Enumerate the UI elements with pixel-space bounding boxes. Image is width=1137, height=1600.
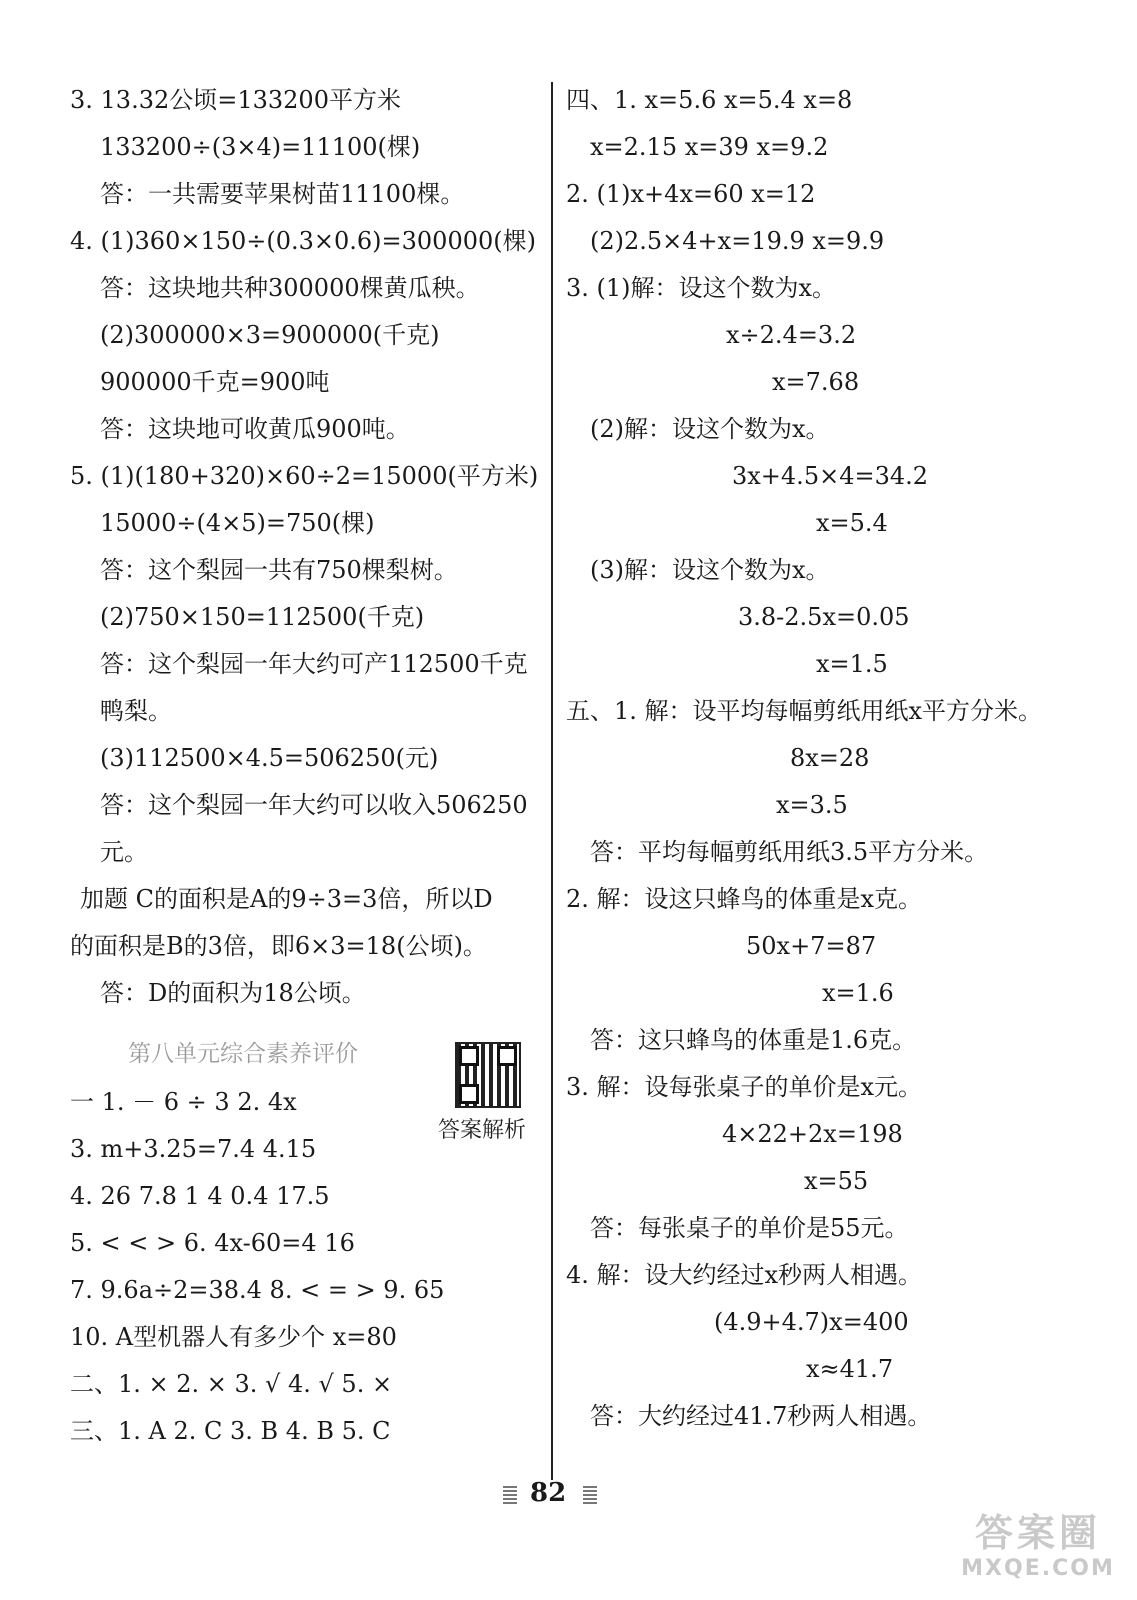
answer-line: 5. (1)(180+320)×60÷2=15000(平方米) [70,462,539,490]
answer-line: 50x+7=87 [746,932,877,960]
answer-line: 一 1. － 6 ÷ 3 2. 4x [70,1088,297,1116]
answer-line: 加题 C的面积是A的9÷3=3倍，所以D [80,885,493,913]
answer-line: 900000千克=900吨 [100,368,330,396]
answer-line: x=1.5 [816,650,888,678]
answer-line: 5. < < > 6. 4x-60=4 16 [70,1229,355,1257]
answer-line: 三、1. A 2. C 3. B 4. B 5. C [70,1417,391,1445]
answer-line: x≈41.7 [806,1355,894,1383]
answer-line: x=55 [804,1167,869,1195]
answer-line: 3. m+3.25=7.4 4.15 [70,1135,317,1163]
answer-line: 4. 26 7.8 1 4 0.4 17.5 [70,1182,330,1210]
answer-line: 答：这个梨园一共有750棵梨树。 [100,556,458,584]
answer-line: 8x=28 [790,744,870,772]
answer-line: 4. (1)360×150÷(0.3×0.6)=300000(棵) [70,227,536,255]
watermark-title: 答案圈 [974,1511,1101,1555]
answer-line: 3. 13.32公顷=133200平方米 [70,86,401,114]
answer-line: 的面积是B的3倍，即6×3=18(公顷)。 [70,932,487,960]
answer-line: 答：D的面积为18公顷。 [100,979,366,1007]
answer-line: 3. 解：设每张桌子的单价是x元。 [566,1073,923,1101]
answer-line: 3. (1)解：设这个数为x。 [566,274,837,302]
answer-line: (4.9+4.7)x=400 [714,1308,909,1336]
answer-line: 五、1. 解：设平均每幅剪纸用纸x平方分米。 [566,697,1043,725]
answer-line: 7. 9.6a÷2=38.4 8. < = > 9. 65 [70,1276,445,1304]
answer-line: 二、1. × 2. × 3. √ 4. √ 5. × [70,1370,393,1398]
answer-line: x=7.68 [772,368,860,396]
answer-line: 鸭梨。 [100,697,172,725]
answer-line: 答：平均每幅剪纸用纸3.5平方分米。 [590,838,989,866]
answer-line: x=3.5 [776,791,848,819]
watermark-logo [948,1510,1128,1590]
qr-code[interactable] [455,1042,521,1108]
answer-line: x÷2.4=3.2 [726,321,857,349]
left-column [0,0,548,1520]
answer-line: (2)750×150=112500(千克) [100,603,425,631]
right-column [560,0,1137,1520]
answer-line: 答：大约经过41.7秒两人相遇。 [590,1402,932,1430]
answer-line: 答：这个梨园一年大约可产112500千克 [100,650,528,678]
answer-line: x=5.4 [816,509,888,537]
answer-line: 10. A型机器人有多少个 x=80 [70,1323,397,1351]
answer-line: x=1.6 [822,979,894,1007]
answer-line: 2. 解：设这只蜂鸟的体重是x克。 [566,885,923,913]
answer-line: (2)解：设这个数为x。 [590,415,830,443]
answer-line: 15000÷(4×5)=750(棵) [100,509,375,537]
column-divider [551,82,553,1480]
answer-line: 2. (1)x+4x=60 x=12 [566,180,816,208]
answer-line: 四、1. x=5.6 x=5.4 x=8 [566,86,853,114]
answer-line: (2)2.5×4+x=19.9 x=9.9 [590,227,885,255]
answer-line: 答：这个梨园一年大约可以收入506250 [100,791,528,819]
answer-line: 4. 解：设大约经过x秒两人相遇。 [566,1261,923,1289]
answer-line: 答：这块地可收黄瓜900吨。 [100,415,410,443]
watermark-url: MXQE.COM [961,1556,1115,1581]
answer-line: (2)300000×3=900000(千克) [100,321,440,349]
page-number-ornament-right [583,1484,597,1504]
answer-line: 答：每张桌子的单价是55元。 [590,1214,909,1242]
answer-line: x=2.15 x=39 x=9.2 [590,133,829,161]
answer-line: 答：这块地共种300000棵黄瓜秧。 [100,274,480,302]
answer-line: 133200÷(3×4)=11100(棵) [100,133,421,161]
qr-caption: 答案解析 [438,1118,527,1143]
page-number: 82 [530,1478,567,1508]
answer-line: (3)解：设这个数为x。 [590,556,830,584]
answer-line: (3)112500×4.5=506250(元) [100,744,439,772]
answer-line: 3x+4.5×4=34.2 [732,462,929,490]
page-number-ornament-left [503,1484,517,1504]
answer-line: 4×22+2x=198 [722,1120,903,1148]
answer-line: 3.8-2.5x=0.05 [738,603,910,631]
answer-line: 答：这只蜂鸟的体重是1.6克。 [590,1026,917,1054]
answer-line: 元。 [100,838,148,866]
section-header: 第八单元综合素养评价 [128,1041,358,1067]
answer-line: 答：一共需要苹果树苗11100棵。 [100,180,465,208]
